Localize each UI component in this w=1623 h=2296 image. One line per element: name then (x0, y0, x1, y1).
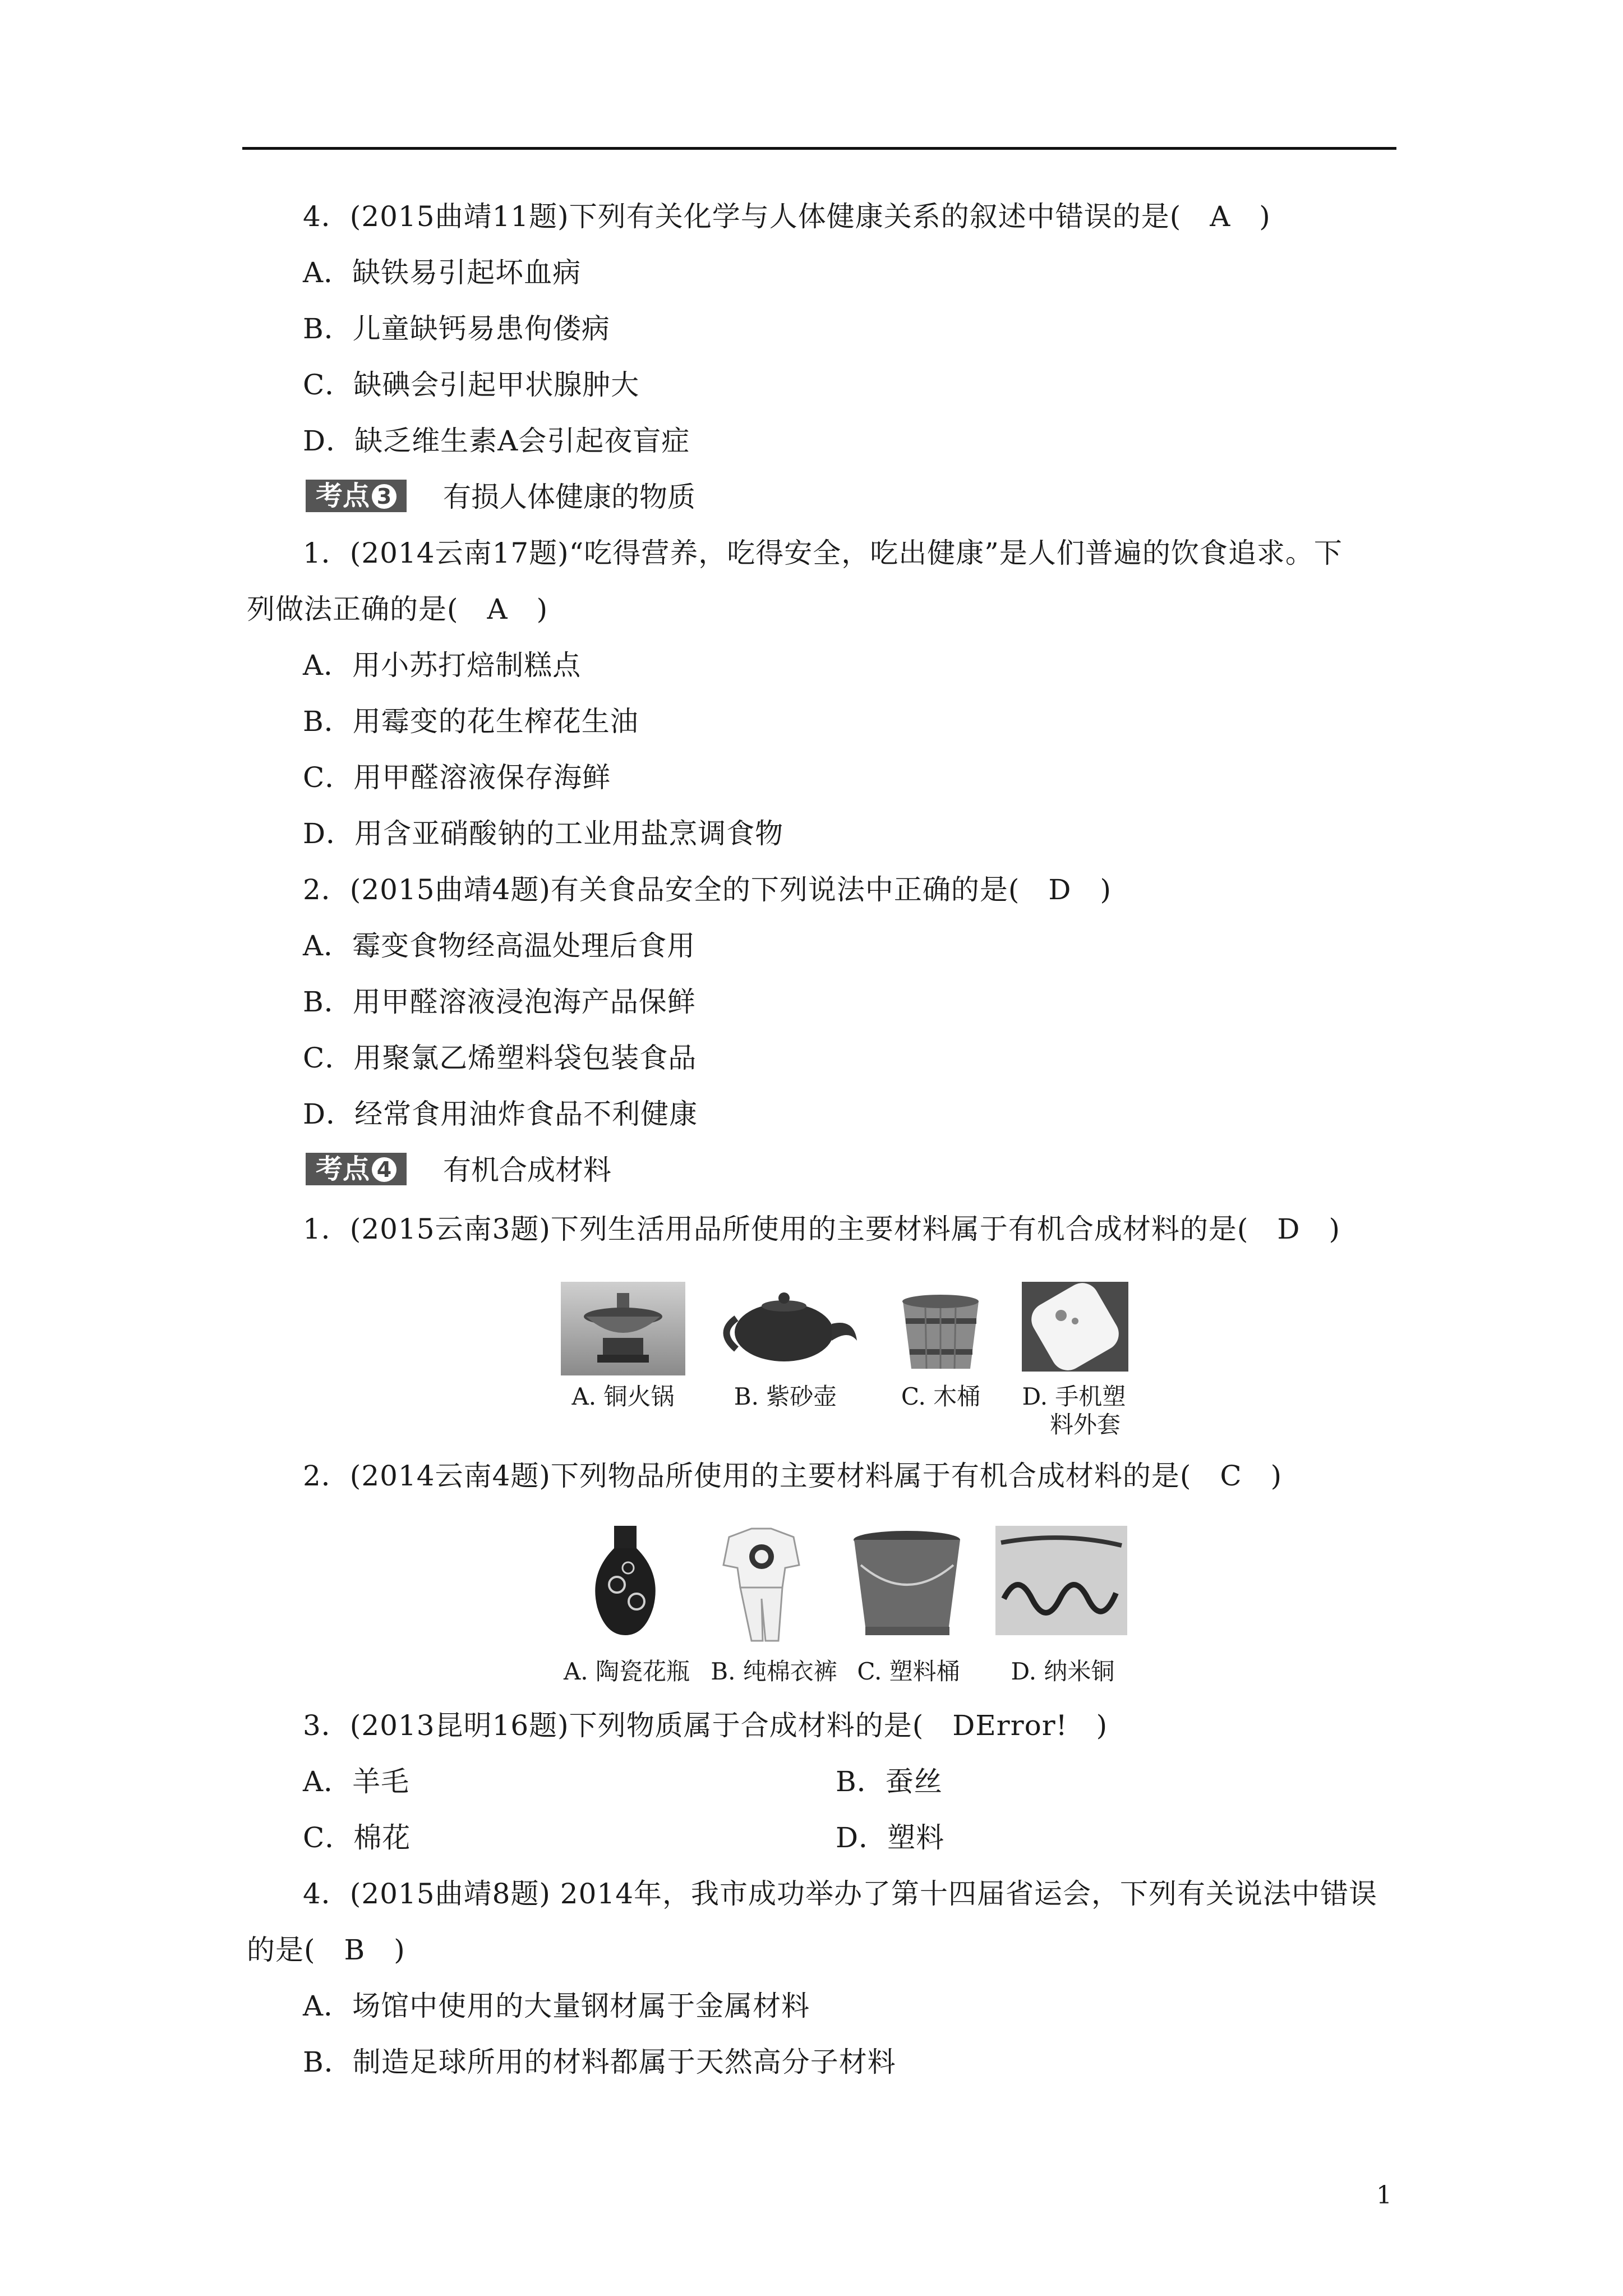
option-a: A．霉变食物经高温处理后食用 (303, 930, 696, 962)
option-b: B．用甲醛溶液浸泡海产品保鲜 (303, 986, 696, 1018)
option-a: A．场馆中使用的大量钢材属于金属材料 (303, 1990, 810, 2022)
figure1-caption-a: A. 铜火锅 (571, 1383, 675, 1410)
section-tag-label: 考点 (316, 1153, 370, 1185)
option-b: B．儿童缺钙易患佝偻病 (303, 312, 610, 345)
question-s4-1: 1．(2015云南3题)下列生活用品所使用的主要材料属于有机合成材料的是( D ) (303, 1213, 1340, 1245)
phone-case-icon (1022, 1282, 1128, 1372)
option-a: A．用小苏打焙制糕点 (303, 649, 582, 682)
option-b: B．蚕丝 (836, 1765, 943, 1798)
option-b: B．制造足球所用的材料都属于天然高分子材料 (303, 2046, 896, 2078)
nano-copper-icon (995, 1526, 1127, 1635)
option-d: D．塑料 (836, 1821, 945, 1854)
page-number: 1 (1376, 2181, 1392, 2210)
section-tag-label: 考点 (316, 480, 370, 512)
question-s3-1-line1: 1．(2014云南17题)“吃得营养，吃得安全，吃出健康”是人们普遍的饮食追求。下 (303, 537, 1343, 569)
figure1-caption-d-line1: D. 手机塑 (1022, 1383, 1126, 1410)
cotton-clothes-icon (712, 1520, 810, 1646)
wooden-bucket-icon (892, 1285, 990, 1374)
question-s4-3: 3．(2013昆明16题)下列物质属于合成材料的是( DError! ) (303, 1709, 1108, 1742)
option-a: A．羊毛 (303, 1765, 410, 1798)
question-s4-4-line1: 4．(2015曲靖8题) 2014年，我市成功举办了第十四届省运会，下列有关说法中错误 (303, 1878, 1378, 1910)
question-s3-1-line2: 列做法正确的是( A ) (247, 593, 548, 625)
plastic-bucket-icon (850, 1526, 965, 1641)
figure1-caption-c: C. 木桶 (901, 1383, 981, 1410)
question-s3-2: 2．(2015曲靖4题)有关食品安全的下列说法中正确的是( D ) (303, 873, 1112, 906)
section-tag-3 (306, 480, 407, 512)
section-number-badge: 4 (372, 1157, 396, 1182)
copper-hotpot-icon (561, 1282, 685, 1375)
section-title-3: 有损人体健康的物质 (443, 481, 695, 513)
option-c: C．用甲醛溶液保存海鲜 (303, 761, 611, 794)
teapot-icon (706, 1279, 865, 1373)
option-a: A．缺铁易引起坏血病 (303, 256, 582, 289)
figure1-caption-b: B. 紫砂壶 (734, 1383, 837, 1410)
section-number-badge: 3 (372, 484, 396, 509)
option-d: D．缺乏维生素A会引起夜盲症 (303, 425, 690, 457)
figure2-caption-d: D. 纳米铜 (1011, 1658, 1115, 1685)
figure2-caption-a: A. 陶瓷花瓶 (563, 1658, 690, 1685)
porcelain-vase-icon (583, 1523, 667, 1641)
option-d: D．用含亚硝酸钠的工业用盐烹调食物 (303, 817, 784, 850)
option-b: B．用霉变的花生榨花生油 (303, 705, 639, 738)
header-rule (242, 147, 1396, 150)
option-c: C．棉花 (303, 1821, 411, 1854)
figure2-caption-b: B. 纯棉衣裤 (711, 1658, 837, 1685)
question-4: 4．(2015曲靖11题)下列有关化学与人体健康关系的叙述中错误的是( A ) (303, 200, 1271, 233)
option-c: C．用聚氯乙烯塑料袋包装食品 (303, 1042, 697, 1074)
section-tag-4 (306, 1153, 407, 1185)
figure2-caption-c: C. 塑料桶 (857, 1658, 960, 1685)
question-s4-4-line2: 的是( B ) (247, 1934, 405, 1966)
section-title-4: 有机合成材料 (443, 1154, 611, 1186)
option-d: D．经常食用油炸食品不利健康 (303, 1098, 698, 1130)
question-s4-2: 2．(2014云南4题)下列物品所使用的主要材料属于有机合成材料的是( C ) (303, 1460, 1283, 1492)
figure1-caption-d-line2: 料外套 (1049, 1411, 1121, 1438)
option-c: C．缺碘会引起甲状腺肿大 (303, 369, 640, 401)
